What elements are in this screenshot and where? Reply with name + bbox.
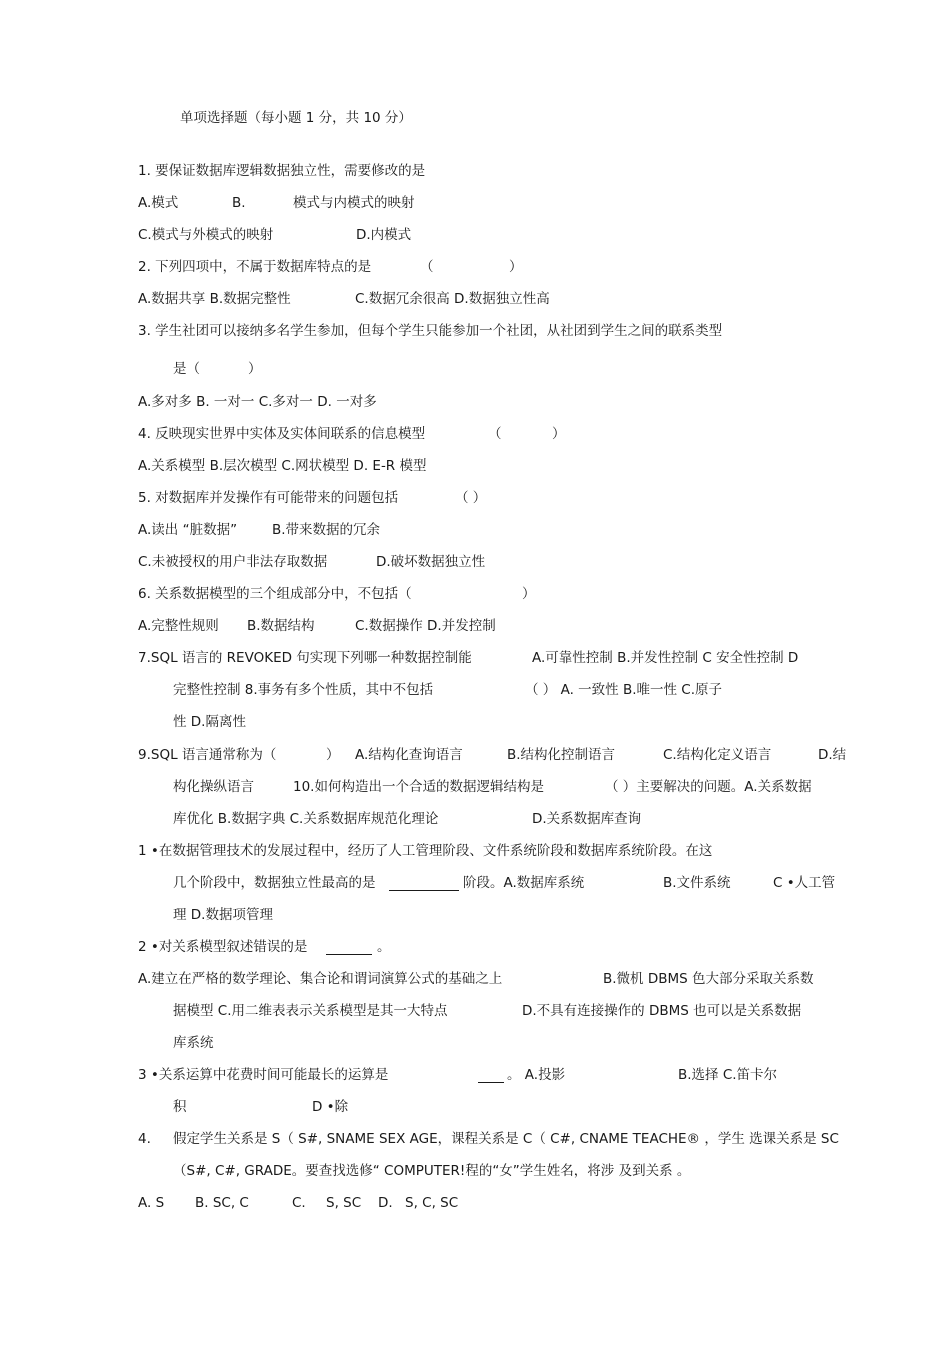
line-q4-part-2: ）	[552, 426, 566, 442]
line-p3-b-part-1: D •除	[312, 1099, 349, 1115]
line-q9-part-0: 9.SQL 语言通常称为（	[138, 747, 277, 763]
line-p1-c-part-0: 理 D.数据项管理	[173, 907, 273, 923]
line-q7-b-part-0: 完整性控制 8.事务有多个性质，其中不包括	[173, 682, 434, 698]
line-q9-b-part-2: （ ）主要解决的问题。A.关系数据	[605, 779, 812, 795]
line-p4-a-part-0: A. S	[138, 1195, 165, 1211]
line-q1-a-part-1: B.	[232, 195, 246, 211]
line-q8-b-part-0: 性 D.隔离性	[173, 714, 246, 730]
line-q2-part-2: ）	[509, 259, 523, 275]
line-p4-a-part-3: S, SC	[326, 1195, 362, 1211]
line-q5-part-1: （ ）	[455, 490, 487, 506]
line-q5-a-part-0: A.读出 “脏数据”	[138, 522, 238, 538]
line-p2-a-part-0: A.建立在严格的数学理论、集合论和谓词演算公式的基础之上	[138, 971, 503, 987]
answer-blank	[478, 1066, 504, 1083]
line-q4-part-0: 4. 反映现实世界中实体及实体间联系的信息模型	[138, 426, 426, 442]
line-q10-b-part-0: 库优化 B.数据字典 C.关系数据库规范化理论	[173, 811, 439, 827]
line-p3-part-1: 。 A.投影	[507, 1067, 566, 1083]
line-q6-a-part-0: A.完整性规则	[138, 618, 219, 634]
line-q9-part-4: C.结构化定义语言	[663, 747, 772, 763]
line-p4-a-part-5: S, C, SC	[405, 1195, 459, 1211]
line-q1-part-0: 1. 要保证数据库逻辑数据独立性，需要修改的是	[138, 163, 426, 179]
line-q4-part-1: （	[488, 426, 502, 442]
line-p2-b-part-0: 据模型 C.用二维表表示关系模型是其一大特点	[173, 1003, 448, 1019]
line-q3-c-part-1: ）	[248, 361, 262, 377]
section-heading: 单项选择题（每小题 1 分，共 10 分）	[180, 110, 412, 126]
line-p4-part-1: 假定学生关系是 S（ S#, SNAME SEX AGE，课程关系是 C（ C#, CNAME TEACHE® ，学生 选课关系是 SC	[173, 1131, 839, 1147]
line-q1-b-part-1: D.内模式	[356, 227, 412, 243]
line-q6-part-0: 6. 关系数据模型的三个组成部分中，不包括（	[138, 586, 412, 602]
line-p4-part-0: 4.	[138, 1131, 151, 1147]
line-q9-part-1: ）	[326, 747, 340, 763]
line-p4-a-part-1: B. SC, C	[195, 1195, 249, 1211]
line-q9-b-part-1: 10.如何构造出一个合适的数据逻辑结构是	[293, 779, 544, 795]
answer-blank	[326, 938, 372, 955]
line-p3-part-0: 3 •关系运算中花费时间可能最长的运算是	[138, 1067, 389, 1083]
line-q6-a-part-1: B.数据结构	[247, 618, 315, 634]
line-q2-a-part-0: A.数据共享 B.数据完整性	[138, 291, 291, 307]
line-p2-b-part-1: D.不具有连接操作的 DBMS 也可以是关系数据	[522, 1003, 802, 1019]
line-q3-part-0: 3. 学生社团可以接纳多名学生参加，但每个学生只能参加一个社团，从社团到学生之间的联系类型	[138, 323, 723, 339]
line-q7-b-part-1: （ ） A. 一致性 B.唯一性 C.原子	[525, 682, 723, 698]
line-q5-a-part-1: B.带来数据的冗余	[272, 522, 381, 538]
line-p2-c-part-0: 库系统	[173, 1035, 214, 1051]
line-q2-part-0: 2. 下列四项中，不属于数据库特点的是	[138, 259, 372, 275]
line-p1-b-part-2: B.文件系统	[663, 875, 731, 891]
line-p1-part-0: 1 •在数据管理技术的发展过程中，经历了人工管理阶段、文件系统阶段和数据库系统阶段。在这	[138, 843, 713, 859]
line-q3-a-part-0: A.多对多 B. 一对一 C.多对一 D. 一对多	[138, 394, 377, 410]
line-q5-b-part-1: D.破坏数据独立性	[376, 554, 486, 570]
line-q2-a-part-1: C.数据冗余很高 D.数据独立性高	[355, 291, 550, 307]
line-p4-b-part-0: （S#, C#, GRADE。要查找选修“ COMPUTER!程的“女”学生姓名，将涉 及到关系 。	[173, 1163, 691, 1179]
line-p3-part-2: B.选择 C.笛卡尔	[678, 1067, 778, 1083]
line-q10-b-part-1: D.关系数据库查询	[532, 811, 642, 827]
line-p1-b-part-1: 阶段。A.数据库系统	[463, 875, 585, 891]
line-q9-part-3: B.结构化控制语言	[507, 747, 616, 763]
line-q9-b-part-0: 构化操纵语言	[173, 779, 254, 795]
line-q6-part-1: ）	[522, 586, 536, 602]
line-q5-part-0: 5. 对数据库并发操作有可能带来的问题包括	[138, 490, 399, 506]
answer-blank	[389, 874, 459, 891]
line-q1-a-part-2: 模式与内模式的映射	[293, 195, 415, 211]
line-q6-a-part-2: C.数据操作 D.并发控制	[355, 618, 496, 634]
line-q4-a-part-0: A.关系模型 B.层次模型 C.网状模型 D. E-R 模型	[138, 458, 427, 474]
line-q5-b-part-0: C.未被授权的用户非法存取数据	[138, 554, 328, 570]
line-p2-part-1: 。	[377, 939, 391, 955]
line-p4-a-part-2: C.	[292, 1195, 306, 1211]
line-q9-part-5: D.结	[818, 747, 847, 763]
line-q1-b-part-0: C.模式与外模式的映射	[138, 227, 274, 243]
line-p2-a-part-1: B.微机 DBMS 色大部分采取关系数	[603, 971, 814, 987]
line-p2-part-0: 2 •对关系模型叙述错误的是	[138, 939, 308, 955]
line-q7-part-0: 7.SQL 语言的 REVOKED 句实现下列哪一种数据控制能	[138, 650, 472, 666]
line-p4-a-part-4: D.	[378, 1195, 393, 1211]
line-p1-b-part-3: C •人工管	[773, 875, 836, 891]
line-q9-part-2: A.结构化查询语言	[355, 747, 463, 763]
line-p3-b-part-0: 积	[173, 1099, 187, 1115]
line-p1-b-part-0: 几个阶段中，数据独立性最高的是	[173, 875, 376, 891]
line-q1-a-part-0: A.模式	[138, 195, 179, 211]
line-q3-c-part-0: 是（	[173, 361, 200, 377]
line-q7-part-1: A.可靠性控制 B.并发性控制 C 安全性控制 D	[532, 650, 799, 666]
line-q2-part-1: （	[420, 259, 434, 275]
